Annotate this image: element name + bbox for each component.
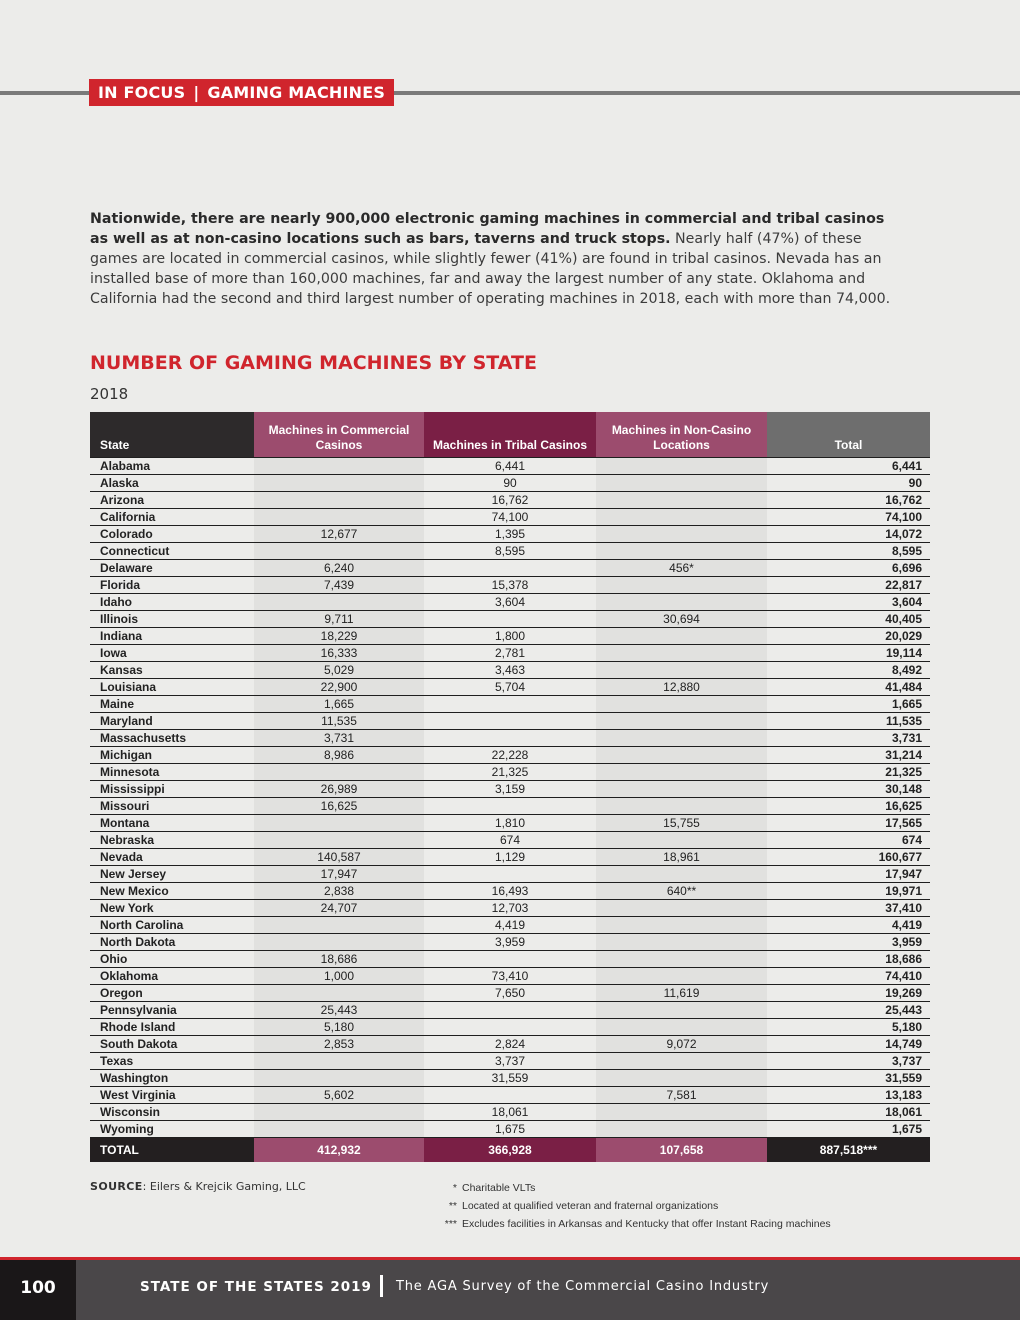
cell-total: 6,696 <box>767 560 930 577</box>
footnote-text: Charitable VLTs <box>462 1182 536 1194</box>
footnote <box>430 1181 831 1199</box>
cell-total: 5,180 <box>767 1019 930 1036</box>
publication-subtitle: The AGA Survey of the Commercial Casino Industry <box>396 1279 770 1294</box>
cell-commercial: 5,180 <box>254 1019 424 1036</box>
cell-total: 16,625 <box>767 798 930 815</box>
intro-paragraph <box>90 209 902 309</box>
section-tag <box>89 79 394 106</box>
cell-state: Michigan <box>90 747 254 764</box>
cell-commercial <box>254 1053 424 1070</box>
cell-total: 8,595 <box>767 543 930 560</box>
cell-noncasino: 15,755 <box>596 815 767 832</box>
cell-tribal: 3,463 <box>424 662 596 679</box>
cell-total: 16,762 <box>767 492 930 509</box>
publication-title: STATE OF THE STATES 2019 <box>140 1279 372 1295</box>
footnote-text: Excludes facilities in Arkansas and Kentucky that offer Instant Racing machines <box>462 1218 831 1230</box>
cell-tribal: 3,737 <box>424 1053 596 1070</box>
cell-noncasino <box>596 645 767 662</box>
cell-tribal: 8,595 <box>424 543 596 560</box>
cell-state: Wyoming <box>90 1121 254 1138</box>
cell-commercial <box>254 1070 424 1087</box>
section-separator: | <box>193 83 200 102</box>
cell-state: Montana <box>90 815 254 832</box>
gaming-machines-table <box>90 412 930 1162</box>
cell-commercial: 2,838 <box>254 883 424 900</box>
cell-tribal: 3,959 <box>424 934 596 951</box>
cell-state: Pennsylvania <box>90 1002 254 1019</box>
table-row <box>90 1104 930 1121</box>
cell-tribal <box>424 611 596 628</box>
cell-commercial: 11,535 <box>254 713 424 730</box>
cell-state: Ohio <box>90 951 254 968</box>
cell-noncasino <box>596 832 767 849</box>
cell-commercial: 16,333 <box>254 645 424 662</box>
cell-state: Arizona <box>90 492 254 509</box>
cell-tribal <box>424 1002 596 1019</box>
cell-commercial <box>254 917 424 934</box>
cell-tribal: 90 <box>424 475 596 492</box>
cell-noncasino <box>596 934 767 951</box>
cell-tribal: 22,228 <box>424 747 596 764</box>
cell-noncasino <box>596 628 767 645</box>
cell-state: Nebraska <box>90 832 254 849</box>
cell-tribal: 1,129 <box>424 849 596 866</box>
cell-total: 160,677 <box>767 849 930 866</box>
cell-state: Washington <box>90 1070 254 1087</box>
cell-total: 40,405 <box>767 611 930 628</box>
total-commercial: 412,932 <box>254 1138 424 1163</box>
cell-total: 1,665 <box>767 696 930 713</box>
cell-state: Minnesota <box>90 764 254 781</box>
cell-state: Indiana <box>90 628 254 645</box>
table-row <box>90 1002 930 1019</box>
cell-noncasino <box>596 475 767 492</box>
table-row <box>90 611 930 628</box>
cell-commercial <box>254 832 424 849</box>
cell-commercial: 2,853 <box>254 1036 424 1053</box>
cell-noncasino <box>596 1121 767 1138</box>
cell-commercial: 18,686 <box>254 951 424 968</box>
cell-tribal: 3,159 <box>424 781 596 798</box>
cell-commercial: 24,707 <box>254 900 424 917</box>
table-row <box>90 781 930 798</box>
table-row <box>90 577 930 594</box>
cell-commercial <box>254 934 424 951</box>
cell-total: 20,029 <box>767 628 930 645</box>
cell-tribal <box>424 866 596 883</box>
cell-commercial: 5,602 <box>254 1087 424 1104</box>
cell-commercial: 12,677 <box>254 526 424 543</box>
cell-state: Oregon <box>90 985 254 1002</box>
table-row <box>90 543 930 560</box>
cell-total: 19,114 <box>767 645 930 662</box>
cell-total: 21,325 <box>767 764 930 781</box>
cell-noncasino <box>596 1104 767 1121</box>
cell-tribal <box>424 696 596 713</box>
cell-state: Illinois <box>90 611 254 628</box>
cell-total: 14,072 <box>767 526 930 543</box>
table-row <box>90 1036 930 1053</box>
cell-total: 90 <box>767 475 930 492</box>
cell-total: 25,443 <box>767 1002 930 1019</box>
table-row <box>90 866 930 883</box>
cell-commercial: 140,587 <box>254 849 424 866</box>
cell-commercial <box>254 815 424 832</box>
cell-tribal: 2,824 <box>424 1036 596 1053</box>
cell-commercial <box>254 764 424 781</box>
cell-noncasino <box>596 900 767 917</box>
cell-state: Maine <box>90 696 254 713</box>
table-row <box>90 1019 930 1036</box>
cell-tribal: 6,441 <box>424 458 596 475</box>
cell-state: Delaware <box>90 560 254 577</box>
cell-state: North Dakota <box>90 934 254 951</box>
cell-total: 31,559 <box>767 1070 930 1087</box>
cell-total: 18,061 <box>767 1104 930 1121</box>
table-row <box>90 883 930 900</box>
cell-total: 41,484 <box>767 679 930 696</box>
cell-total: 19,971 <box>767 883 930 900</box>
source-note <box>90 1180 306 1193</box>
cell-total: 37,410 <box>767 900 930 917</box>
cell-total: 74,410 <box>767 968 930 985</box>
table-row <box>90 968 930 985</box>
cell-commercial: 17,947 <box>254 866 424 883</box>
cell-commercial <box>254 1121 424 1138</box>
cell-total: 17,565 <box>767 815 930 832</box>
table-row <box>90 798 930 815</box>
cell-commercial: 18,229 <box>254 628 424 645</box>
cell-commercial <box>254 458 424 475</box>
cell-tribal: 5,704 <box>424 679 596 696</box>
table-row <box>90 662 930 679</box>
page-footer <box>0 1260 1020 1320</box>
cell-noncasino <box>596 917 767 934</box>
cell-noncasino <box>596 968 767 985</box>
cell-noncasino: 640** <box>596 883 767 900</box>
cell-commercial: 6,240 <box>254 560 424 577</box>
table-row <box>90 492 930 509</box>
cell-tribal: 1,675 <box>424 1121 596 1138</box>
cell-noncasino <box>596 543 767 560</box>
header-state: State <box>90 412 254 458</box>
cell-state: New Mexico <box>90 883 254 900</box>
cell-state: Iowa <box>90 645 254 662</box>
table-row <box>90 1053 930 1070</box>
cell-state: Kansas <box>90 662 254 679</box>
cell-noncasino <box>596 747 767 764</box>
cell-noncasino <box>596 526 767 543</box>
header-tribal: Machines in Tribal Casinos <box>424 412 596 458</box>
cell-tribal: 18,061 <box>424 1104 596 1121</box>
cell-state: Oklahoma <box>90 968 254 985</box>
cell-commercial: 16,625 <box>254 798 424 815</box>
cell-tribal: 1,810 <box>424 815 596 832</box>
cell-commercial: 7,439 <box>254 577 424 594</box>
table-year: 2018 <box>90 385 129 403</box>
cell-tribal <box>424 730 596 747</box>
cell-state: New Jersey <box>90 866 254 883</box>
total-grand: 887,518*** <box>767 1138 930 1163</box>
cell-commercial <box>254 475 424 492</box>
cell-tribal <box>424 713 596 730</box>
cell-noncasino <box>596 1070 767 1087</box>
cell-commercial <box>254 985 424 1002</box>
cell-noncasino: 18,961 <box>596 849 767 866</box>
cell-state: Massachusetts <box>90 730 254 747</box>
table-row <box>90 645 930 662</box>
cell-total: 31,214 <box>767 747 930 764</box>
cell-commercial: 22,900 <box>254 679 424 696</box>
cell-commercial <box>254 594 424 611</box>
header-noncasino: Machines in Non-Casino Locations <box>596 412 767 458</box>
header-total: Total <box>767 412 930 458</box>
table-row <box>90 934 930 951</box>
cell-total: 17,947 <box>767 866 930 883</box>
table-row <box>90 696 930 713</box>
cell-total: 1,675 <box>767 1121 930 1138</box>
cell-total: 674 <box>767 832 930 849</box>
cell-tribal: 21,325 <box>424 764 596 781</box>
cell-state: Mississippi <box>90 781 254 798</box>
cell-tribal: 1,800 <box>424 628 596 645</box>
cell-commercial: 5,029 <box>254 662 424 679</box>
cell-tribal: 74,100 <box>424 509 596 526</box>
footnote-marker: *** <box>444 1218 457 1230</box>
cell-total: 74,100 <box>767 509 930 526</box>
total-tribal: 366,928 <box>424 1138 596 1163</box>
cell-commercial: 8,986 <box>254 747 424 764</box>
table-row <box>90 560 930 577</box>
cell-total: 18,686 <box>767 951 930 968</box>
page-number: 100 <box>0 1260 76 1320</box>
cell-noncasino <box>596 492 767 509</box>
cell-noncasino <box>596 509 767 526</box>
cell-commercial: 3,731 <box>254 730 424 747</box>
totals-row <box>90 1138 930 1163</box>
cell-state: Alabama <box>90 458 254 475</box>
cell-state: Idaho <box>90 594 254 611</box>
cell-total: 14,749 <box>767 1036 930 1053</box>
cell-state: Rhode Island <box>90 1019 254 1036</box>
cell-tribal: 2,781 <box>424 645 596 662</box>
cell-noncasino <box>596 1002 767 1019</box>
cell-noncasino <box>596 781 767 798</box>
cell-state: West Virginia <box>90 1087 254 1104</box>
table-row <box>90 458 930 475</box>
cell-noncasino: 456* <box>596 560 767 577</box>
cell-commercial <box>254 509 424 526</box>
cell-state: Missouri <box>90 798 254 815</box>
footnote-marker: ** <box>448 1200 457 1212</box>
cell-tribal <box>424 1087 596 1104</box>
cell-noncasino <box>596 951 767 968</box>
table-row <box>90 832 930 849</box>
cell-tribal: 4,419 <box>424 917 596 934</box>
cell-noncasino <box>596 713 767 730</box>
total-label: TOTAL <box>90 1138 254 1163</box>
source-text: : Eilers & Krejcik Gaming, LLC <box>142 1180 306 1193</box>
cell-total: 22,817 <box>767 577 930 594</box>
cell-noncasino: 30,694 <box>596 611 767 628</box>
table-row <box>90 594 930 611</box>
table-row <box>90 764 930 781</box>
table-row <box>90 526 930 543</box>
cell-total: 3,959 <box>767 934 930 951</box>
cell-tribal: 7,650 <box>424 985 596 1002</box>
section-label: IN FOCUS <box>98 83 186 102</box>
cell-tribal: 1,395 <box>424 526 596 543</box>
cell-noncasino <box>596 696 767 713</box>
cell-commercial <box>254 543 424 560</box>
table-row <box>90 1121 930 1138</box>
cell-commercial: 1,665 <box>254 696 424 713</box>
intro-lead: Nationwide, there are nearly 900,000 electronic gaming machines in commercial and tribal casinos as well as at non-casino locations such as bars, taverns and truck stops. <box>90 211 885 247</box>
cell-total: 19,269 <box>767 985 930 1002</box>
section-topic: GAMING MACHINES <box>207 83 386 102</box>
cell-noncasino <box>596 730 767 747</box>
table-row <box>90 815 930 832</box>
cell-tribal: 16,762 <box>424 492 596 509</box>
footer-divider <box>380 1275 383 1297</box>
cell-noncasino <box>596 594 767 611</box>
cell-state: Louisiana <box>90 679 254 696</box>
cell-tribal: 15,378 <box>424 577 596 594</box>
cell-total: 6,441 <box>767 458 930 475</box>
cell-total: 3,731 <box>767 730 930 747</box>
cell-commercial: 25,443 <box>254 1002 424 1019</box>
table-row <box>90 509 930 526</box>
cell-state: New York <box>90 900 254 917</box>
cell-state: Florida <box>90 577 254 594</box>
cell-noncasino <box>596 662 767 679</box>
cell-state: Nevada <box>90 849 254 866</box>
cell-commercial: 26,989 <box>254 781 424 798</box>
cell-state: Texas <box>90 1053 254 1070</box>
cell-state: South Dakota <box>90 1036 254 1053</box>
cell-noncasino <box>596 866 767 883</box>
footnote-marker: * <box>452 1182 457 1194</box>
table-body <box>90 458 930 1138</box>
table-row <box>90 951 930 968</box>
cell-noncasino: 7,581 <box>596 1087 767 1104</box>
cell-tribal <box>424 1019 596 1036</box>
cell-tribal <box>424 951 596 968</box>
cell-tribal: 674 <box>424 832 596 849</box>
table-row <box>90 679 930 696</box>
cell-total: 3,604 <box>767 594 930 611</box>
cell-state: Wisconsin <box>90 1104 254 1121</box>
cell-noncasino <box>596 458 767 475</box>
cell-commercial <box>254 1104 424 1121</box>
table-row <box>90 849 930 866</box>
cell-state: North Carolina <box>90 917 254 934</box>
table-row <box>90 1087 930 1104</box>
table-row <box>90 713 930 730</box>
total-noncasino: 107,658 <box>596 1138 767 1163</box>
cell-state: California <box>90 509 254 526</box>
cell-noncasino <box>596 1053 767 1070</box>
intro-body: Nearly half (47%) of these games are located in commercial casinos, while slightly fewer (41%) are found in tribal casinos. Nevada has an installed base of more than 160,000 machines, far and away the largest number of any state. Oklahoma and California had the second and third largest number of operating machines in 2018, each with more than 74,000. <box>90 231 891 307</box>
cell-tribal: 16,493 <box>424 883 596 900</box>
cell-noncasino <box>596 577 767 594</box>
cell-tribal: 31,559 <box>424 1070 596 1087</box>
cell-state: Alaska <box>90 475 254 492</box>
cell-noncasino <box>596 1019 767 1036</box>
cell-commercial: 9,711 <box>254 611 424 628</box>
header-commercial: Machines in Commercial Casinos <box>254 412 424 458</box>
cell-tribal: 73,410 <box>424 968 596 985</box>
cell-state: Colorado <box>90 526 254 543</box>
cell-total: 3,737 <box>767 1053 930 1070</box>
cell-total: 11,535 <box>767 713 930 730</box>
cell-total: 4,419 <box>767 917 930 934</box>
table-row <box>90 747 930 764</box>
source-label: SOURCE <box>90 1180 143 1193</box>
cell-noncasino: 9,072 <box>596 1036 767 1053</box>
table-title: NUMBER OF GAMING MACHINES BY STATE <box>90 352 537 374</box>
footnote-text: Located at qualified veteran and fraternal organizations <box>462 1200 719 1212</box>
cell-tribal <box>424 560 596 577</box>
cell-tribal: 12,703 <box>424 900 596 917</box>
cell-state: Connecticut <box>90 543 254 560</box>
cell-total: 13,183 <box>767 1087 930 1104</box>
cell-total: 8,492 <box>767 662 930 679</box>
table-row <box>90 475 930 492</box>
table-row <box>90 1070 930 1087</box>
cell-commercial: 1,000 <box>254 968 424 985</box>
table-header-row <box>90 412 930 458</box>
cell-tribal: 3,604 <box>424 594 596 611</box>
footnote <box>430 1217 831 1235</box>
cell-total: 30,148 <box>767 781 930 798</box>
cell-noncasino: 11,619 <box>596 985 767 1002</box>
footnotes <box>430 1181 831 1235</box>
cell-noncasino <box>596 798 767 815</box>
cell-tribal <box>424 798 596 815</box>
table-row <box>90 628 930 645</box>
cell-commercial <box>254 492 424 509</box>
cell-state: Maryland <box>90 713 254 730</box>
table-row <box>90 917 930 934</box>
table-row <box>90 730 930 747</box>
cell-noncasino <box>596 764 767 781</box>
table-row <box>90 985 930 1002</box>
cell-noncasino: 12,880 <box>596 679 767 696</box>
table-row <box>90 900 930 917</box>
footnote <box>430 1199 831 1217</box>
